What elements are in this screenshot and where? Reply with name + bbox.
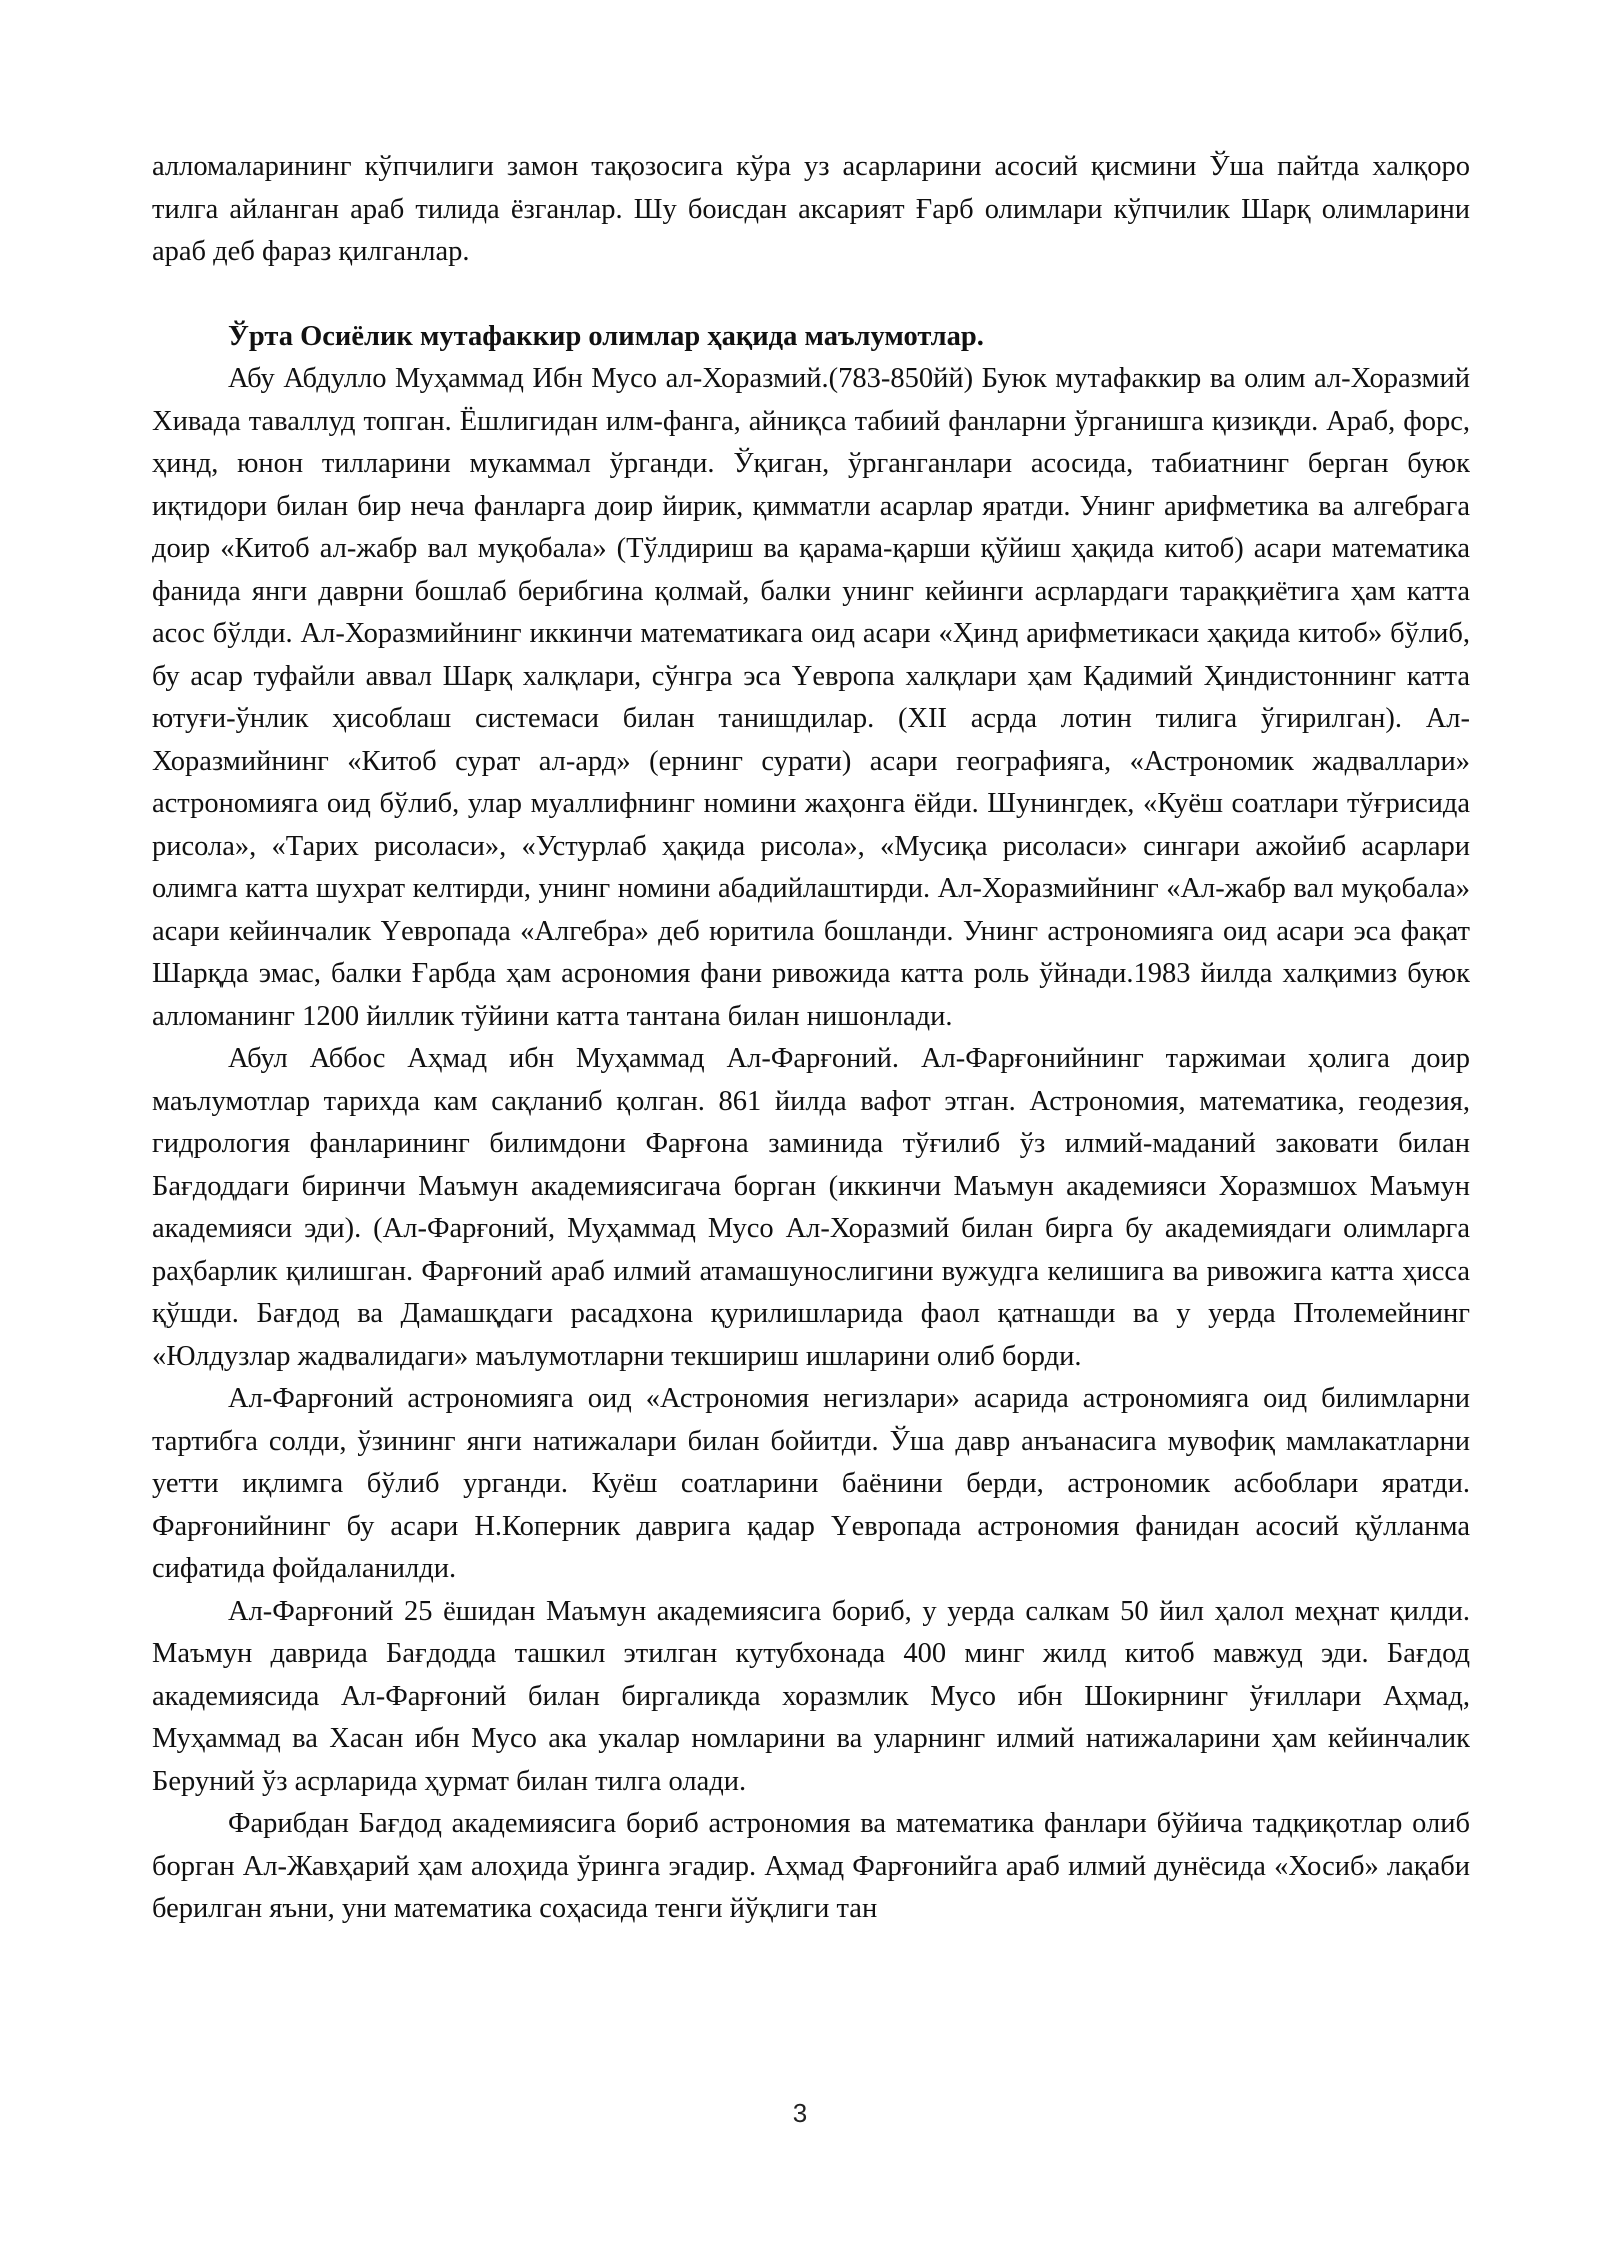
paragraph-al-farghani-astronomy: Ал-Фарғоний астрономияга оид «Астрономия негизлари» асарида астрономияга оид билимларни тартибга солди, ўзининг янги натижалари билан бойитди. Ўша давр анъанасига мувофиқ мамлакатларни уетти иқлимга бўлиб урганди. Куёш соатларини баёнини берди, астрономик асбоблари яратди. Фарғонийнинг бу асари Н.Коперник даврига қадар Үевропада астрономия фанидан асосий қўлланма сифатида фойдаланилди.	[152, 1383, 1470, 1584]
document-body	[152, 146, 1470, 1931]
spacer	[152, 274, 1470, 316]
paragraph-al-farghani-bio: Абул Аббос Аҳмад ибн Муҳаммад Ал-Фарғоний. Ал-Фарғонийнинг таржимаи ҳолига доир маълумотлар тарихда кам сақланиб қолган. 861 йилда вафот этган. Астрономия, математика, геодезия, гидрология фанларининг билимдони Фарғона заминида тўғилиб ўз илмий-маданий заковати билан Бағдоддаги биринчи Маъмун академиясигача борган (иккинчи Маъмун академияси Хоразмшох Маъмун академияси эди). (Ал-Фарғоний, Муҳаммад Мусо Ал-Хоразмий билан бирга бу академиядаги олимларга раҳбарлик қилишган. Фарғоний араб илмий атамашунослигини вужудга келишига ва ривожига катта ҳисса қўшди. Бағдод ва Дамашқдаги расадхона қурилишларида фаол қатнашди ва у уерда Птолемейнинг «Юлдузлар жадвалидаги» маълумотларни текшириш ишларини олиб борди.	[152, 1043, 1470, 1372]
section-heading: Ўрта Осиёлик мутафаккир олимлар ҳақида маълумотлар.	[228, 320, 984, 352]
paragraph-al-farghani-academy: Ал-Фарғоний 25 ёшидан Маъмун академиясига бориб, у уерда салкам 50 йил ҳалол меҳнат қилди. Маъмун даврида Бағдодда ташкил этилган кутубхонада 400 минг жилд китоб мавжуд эди. Бағдод академиясида Ал-Фарғоний билан биргаликда хоразмлик Мусо ибн Шокирнинг ўғиллари Аҳмад, Муҳаммад ва Хасан ибн Мусо ака укалар номларини ва уларнинг илмий натижаларини ҳам кейинчалик Беруний ўз асрларида ҳурмат билан тилга олади.	[152, 1595, 1470, 1797]
paragraph-al-khwarizmi: Абу Абдулло Муҳаммад Ибн Мусо ал-Хоразмий.(783-850йй) Буюк мутафаккир ва олим ал-Хоразмий Хивада таваллуд топган. Ёшлигидан илм-фанга, айниқса табиий фанларни ўрганишга қизиқди. Араб, форс, ҳинд, юнон тилларини мукаммал ўрганди. Ўқиган, ўрганганлари асосида, табиатнинг берган буюк иқтидори билан бир неча фанларга доир йирик, қимматли асарлар яратди. Унинг арифметика ва алгебрага доир «Китоб ал-жабр вал муқобала» (Тўлдириш ва қарама-қарши қўйиш ҳақида китоб) асари математика фанида янги даврни бошлаб берибгина қолмай, балки унинг кейинги асрлардаги тараққиётига ҳам катта асос бўлди. Ал-Хоразмийнинг иккинчи математикага оид асари «Ҳинд арифметикаси ҳақида китоб» бўлиб, бу асар туфайли аввал Шарқ халқлари, сўнгра эса Үевропа халқлари ҳам Қадимий Ҳиндистоннинг катта ютуғи-ўнлик ҳисоблаш системаси билан танишдилар. (XII асрда лотин тилига ўгирилган). Ал-Хоразмийнинг «Китоб сурат ал-ард» (ернинг сурати) асари географияга, «Астрономик жадваллари» астрономияга оид бўлиб, улар муаллифнинг номини жаҳонга ёйди. Шунингдек, «Куёш соатлари тўғрисида рисола», «Тарих рисоласи», «Устурлаб ҳақида рисола», «Мусиқа рисоласи» сингари ажойиб асарлари олимга катта шухрат келтирди, унинг номини абадийлаштирди. Ал-Хоразмийнинг «Ал-жабр вал муқобала» асари кейинчалик Үевропада «Алгебра» деб юритила бошланди. Унинг астрономияга оид асари эса фақат Шарқда эмас, балки Ғарбда ҳам асрономия фани ривожида катта роль ўйнади.1983 йилда халқимиз буюк алломанинг 1200 йиллик тўйини катта тантана билан нишонлади.	[152, 363, 1470, 1032]
paragraph-al-jawhari: Фарибдан Бағдод академиясига бориб астрономия ва математика фанлари бўйича тадқиқотлар олиб борган Ал-Жавҳарий ҳам алоҳида ўринга эгадир. Аҳмад Фарғонийга араб илмий дунёсида «Хосиб» лақаби берилган яъни, уни математика соҳасида тенги йўқлиги тан	[152, 1808, 1470, 1924]
page-number: 3	[792, 2098, 808, 2128]
paragraph-intro: алломаларининг кўпчилиги замон тақозосига кўра уз асарларини асосий қисмини Ўша пайтда халқоро тилга айланган араб тилида ёзганлар. Шу боисдан аксарият Ғарб олимлари кўпчилик Шарқ олимларини араб деб фараз қилганлар.	[152, 151, 1470, 267]
